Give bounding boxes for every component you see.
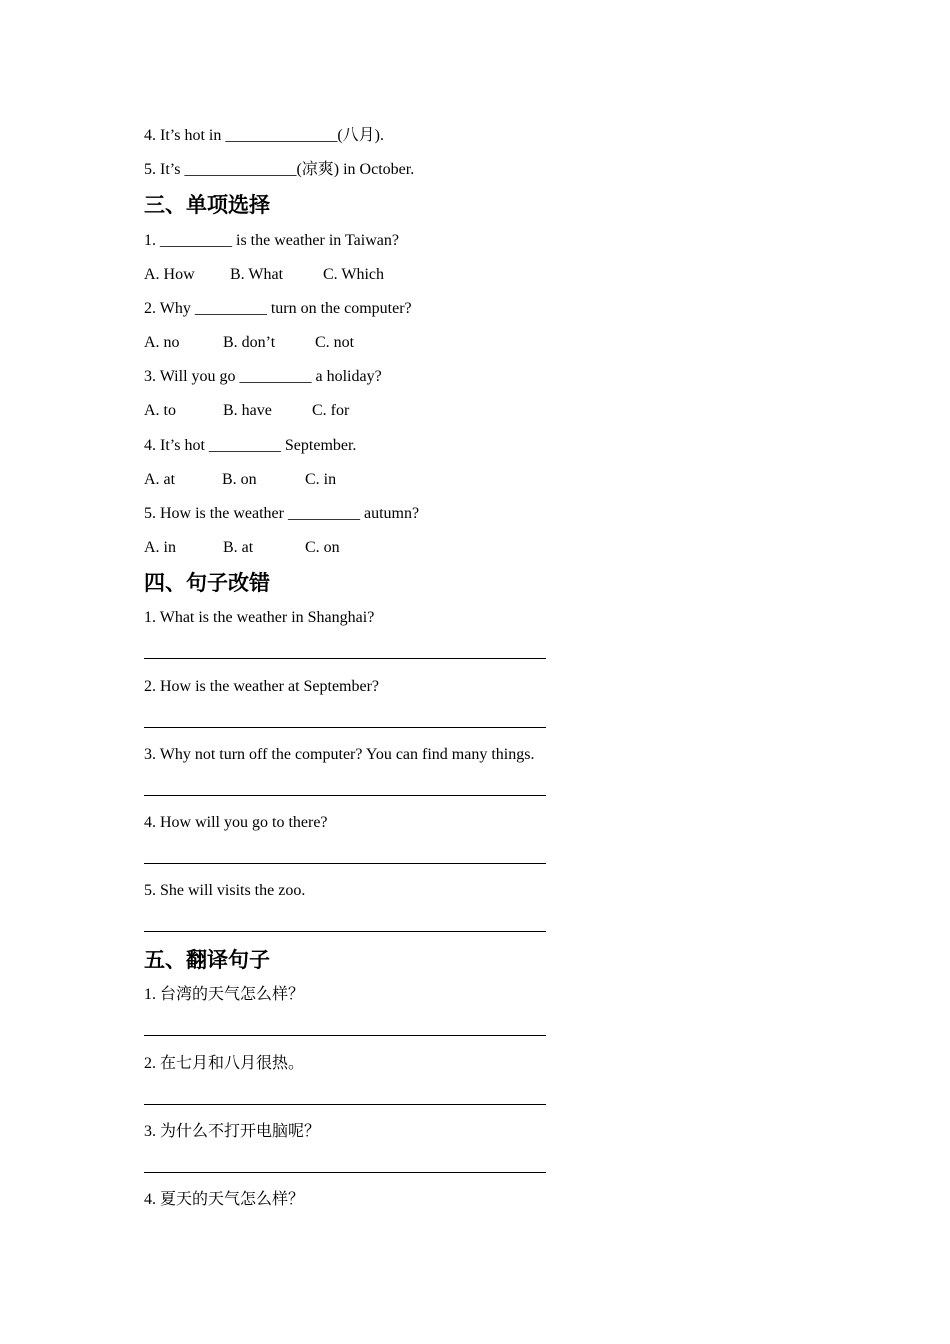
answer-line <box>144 1172 546 1173</box>
correction-item-5: 5. She will visits the zoo. <box>144 882 306 899</box>
option-b: B. have <box>223 402 272 419</box>
option-c: C. not <box>315 334 355 351</box>
section-3-heading: 三、单项选择 <box>144 193 270 217</box>
answer-line <box>144 863 546 864</box>
section-5-heading: 五、翻译句子 <box>144 948 270 972</box>
section-4-heading: 四、句子改错 <box>144 571 270 595</box>
correction-item-3: 3. Why not turn off the computer? You can find many things. <box>144 746 535 763</box>
option-a: A. in <box>144 539 176 556</box>
answer-line <box>144 795 546 796</box>
choice-question-2: 2. Why _________ turn on the computer? <box>144 300 412 317</box>
answer-line <box>144 658 546 659</box>
choice-question-1: 1. _________ is the weather in Taiwan? <box>144 232 399 249</box>
option-b: B. don’t <box>223 334 276 351</box>
option-b: B. on <box>222 471 257 488</box>
option-c: C. on <box>305 539 340 556</box>
answer-line <box>144 727 546 728</box>
correction-item-2: 2. How is the weather at September? <box>144 678 380 695</box>
correction-item-4: 4. How will you go to there? <box>144 814 328 831</box>
answer-line <box>144 1035 546 1036</box>
translation-item-1: 1. 台湾的天气怎么样？ <box>144 986 305 1003</box>
choice-question-4: 4. It’s hot _________ September. <box>144 437 357 454</box>
option-c: C. Which <box>323 266 385 283</box>
option-a: A. at <box>144 471 176 488</box>
answer-line <box>144 931 546 932</box>
option-c: C. in <box>305 471 337 488</box>
option-b: B. What <box>230 266 284 283</box>
option-c: C. for <box>312 402 350 419</box>
fill-question-4: 4. It’s hot in ______________(八月). <box>144 127 384 144</box>
option-b: B. at <box>223 539 254 556</box>
choice-question-5: 5. How is the weather _________ autumn? <box>144 505 420 522</box>
translation-item-4: 4. 夏天的天气怎么样？ <box>144 1191 305 1208</box>
translation-item-3: 3. 为什么不打开电脑呢？ <box>144 1123 321 1140</box>
option-a: A. no <box>144 334 180 351</box>
option-a: A. to <box>144 402 176 419</box>
option-a: A. How <box>144 266 195 283</box>
answer-line <box>144 1104 546 1105</box>
translation-item-2: 2. 在七月和八月很热。 <box>144 1055 305 1072</box>
correction-item-1: 1. What is the weather in Shanghai? <box>144 609 375 626</box>
choice-question-3: 3. Will you go _________ a holiday? <box>144 368 382 385</box>
fill-question-5: 5. It’s ______________(凉爽) in October. <box>144 161 415 178</box>
